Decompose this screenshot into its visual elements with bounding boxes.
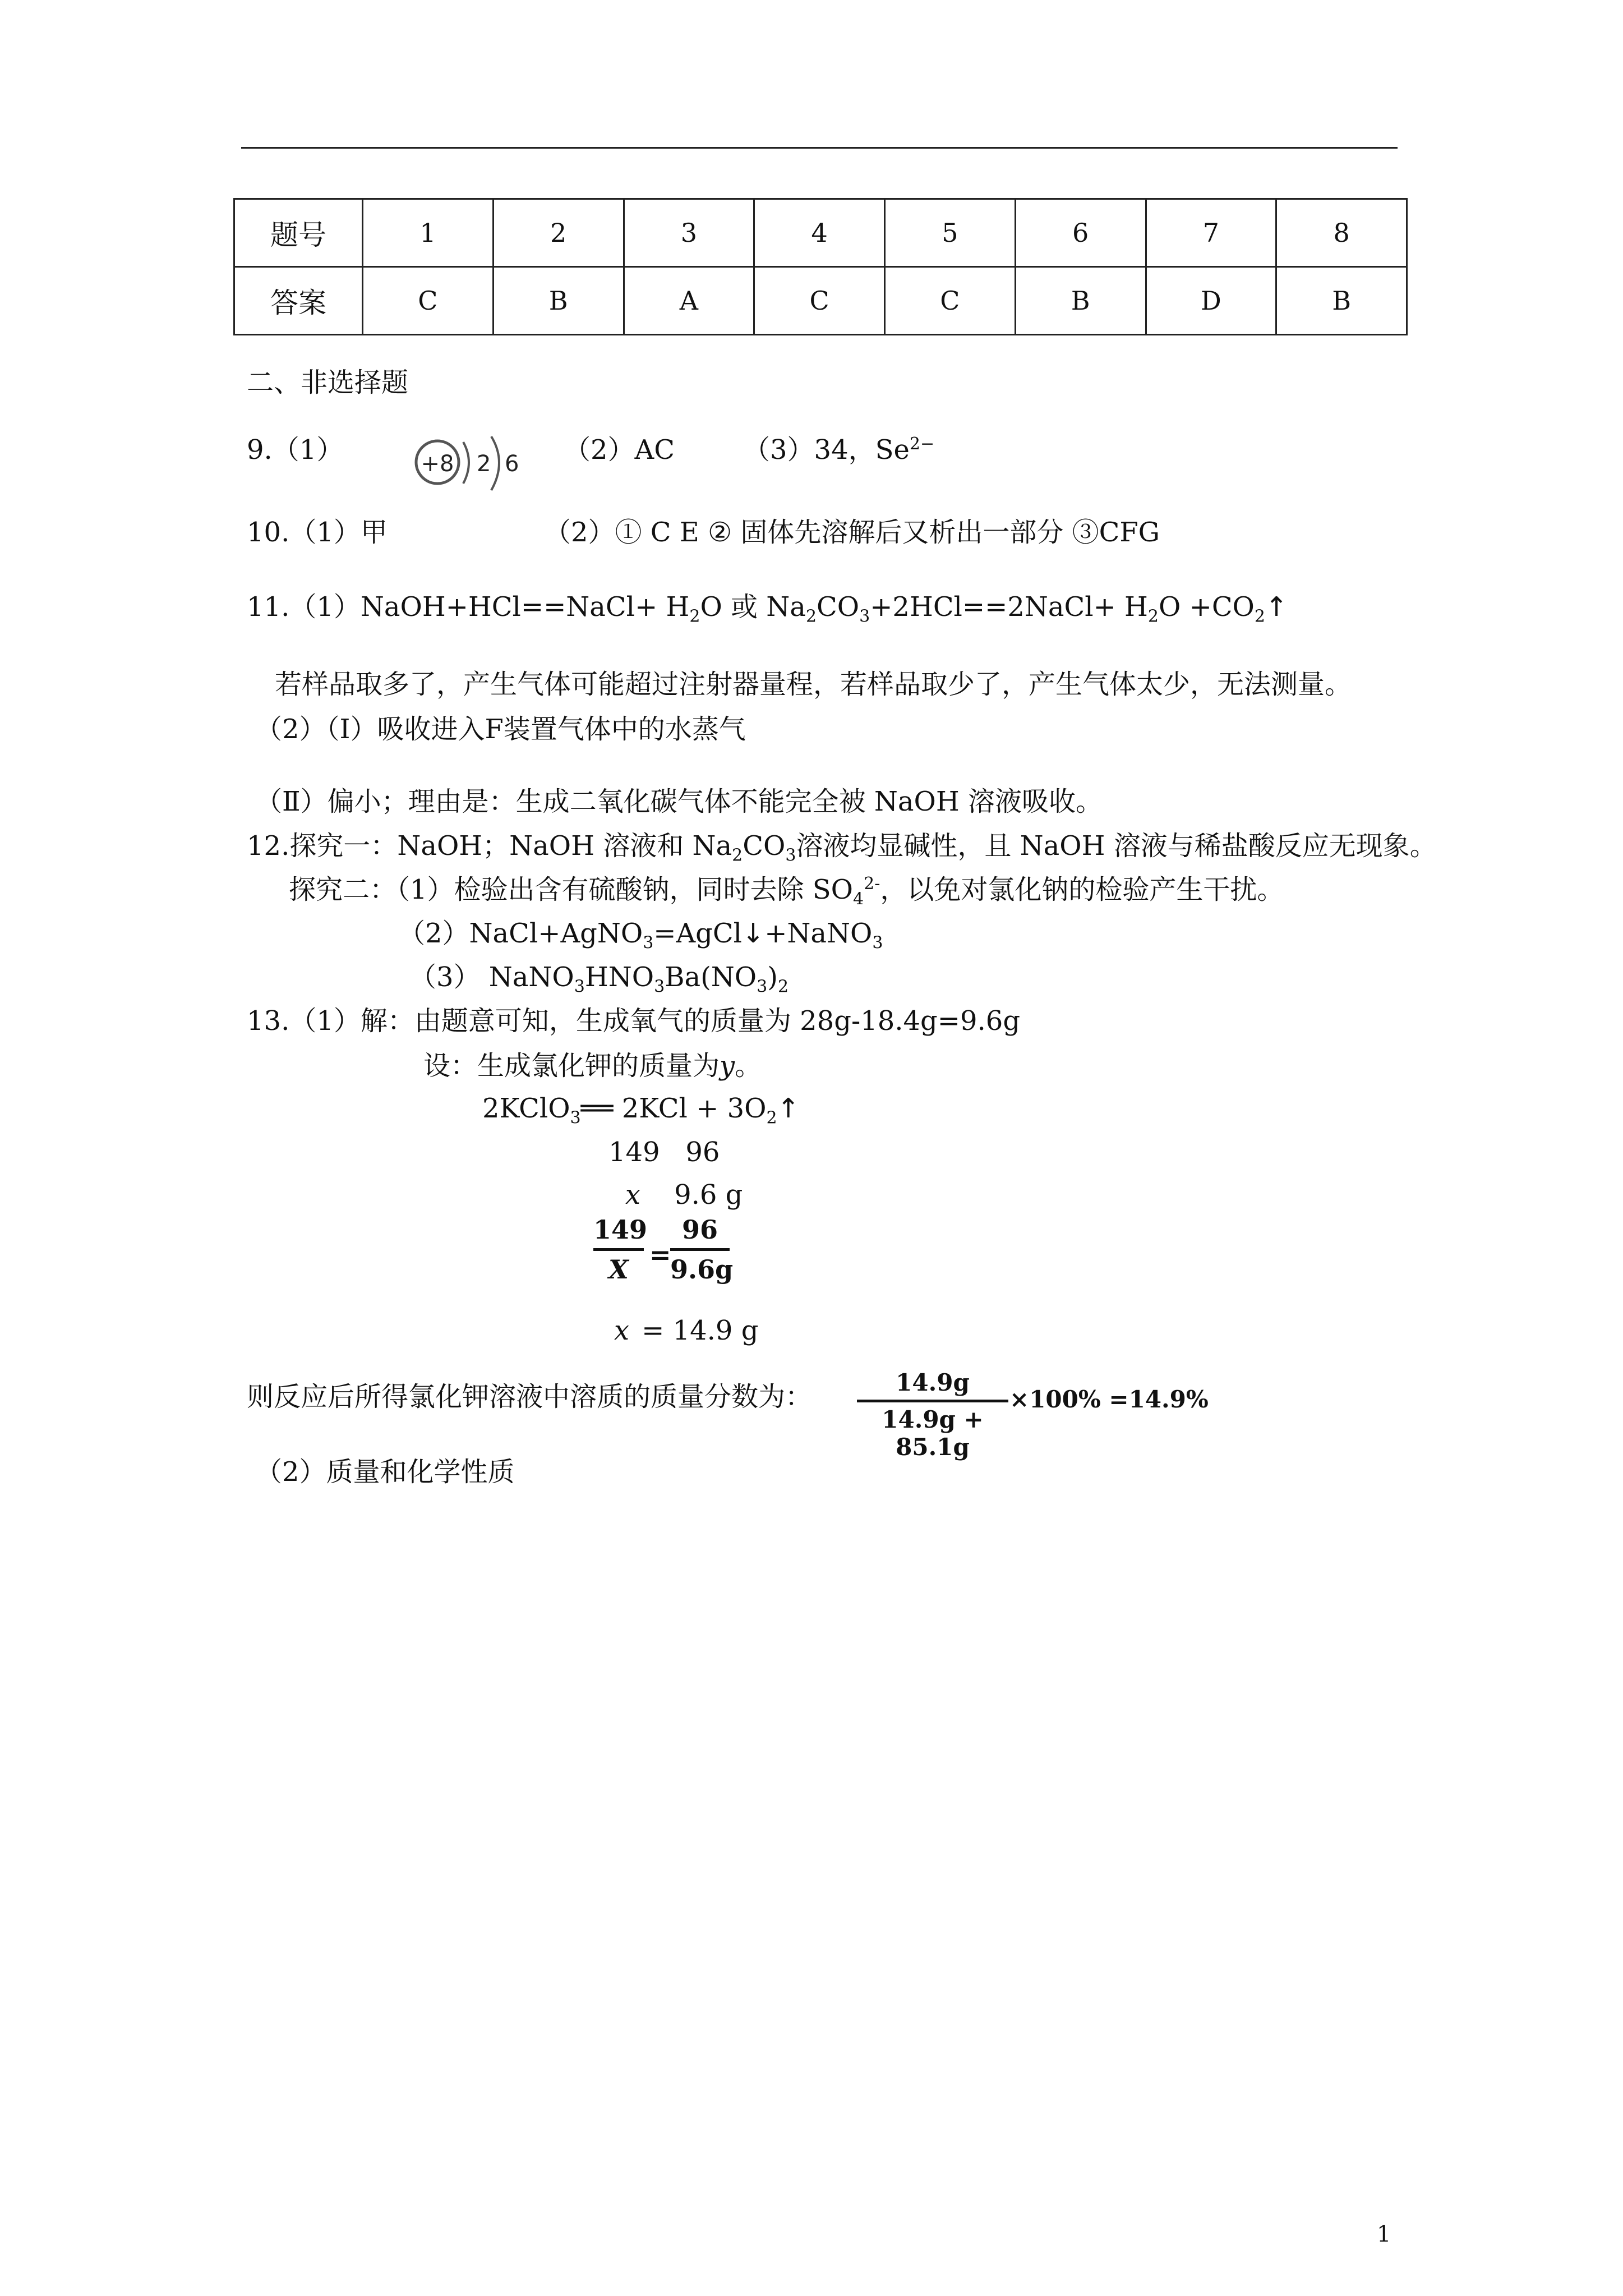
table-cell: 7	[1146, 199, 1276, 267]
fraction-numerator: 149	[593, 1214, 648, 1245]
subscript: 3	[654, 977, 665, 997]
q10-label: 10.（1）甲	[247, 517, 388, 548]
header-rule	[241, 147, 1398, 149]
page-number: 1	[1377, 2221, 1391, 2247]
q12-text-c: +NaNO	[764, 918, 873, 949]
subscript: 2	[777, 977, 789, 997]
q9-part3	[743, 434, 935, 466]
table-cell: 5	[885, 199, 1016, 267]
fraction-numerator: 96	[681, 1214, 718, 1245]
subscript: 3	[757, 977, 768, 997]
q12-text-b: ，以免对氯化钠的检验产生干扰。	[880, 874, 1284, 905]
subscript: 2	[766, 1108, 777, 1128]
q11-text-c: CO	[817, 591, 860, 623]
q9-part3-text: （3）34，Se	[743, 434, 910, 466]
table-cell: 4	[754, 199, 885, 267]
table-cell: 1	[363, 199, 494, 267]
fraction-mass-percentage	[857, 1369, 1008, 1461]
q12-line4	[409, 961, 789, 997]
table-cell: 3	[624, 199, 754, 267]
oxygen-mass: 9.6 g	[674, 1179, 743, 1211]
reaction-equation	[482, 1093, 800, 1128]
q12-text-b: CO	[743, 830, 786, 862]
fraction-bar	[593, 1248, 644, 1251]
q12-text-a: （2）NaCl+AgNO	[398, 918, 643, 949]
subscript: 3	[859, 606, 870, 627]
shell2-electrons: 6	[505, 451, 519, 477]
q12-text-a: 探究二：（1）检验出含有硫酸钠，同时去除 SO	[289, 874, 854, 905]
arrow-up-icon: ↑	[777, 1093, 800, 1124]
fraction-149-x	[593, 1214, 648, 1285]
electron-shell-2	[491, 436, 499, 490]
mass-fraction-label: 则反应后所得氯化钾溶液中溶质的质量分数为：	[247, 1381, 813, 1412]
q11-text-d: +2HCl==2NaCl+ H	[870, 591, 1148, 623]
electron-shell-1	[463, 442, 469, 484]
fraction-bar	[670, 1248, 730, 1251]
arrow-up-icon: ↑	[1265, 591, 1288, 623]
subscript: 3	[570, 1108, 581, 1128]
table-cell: 答案	[234, 267, 363, 335]
fraction-96-9.6g	[670, 1214, 734, 1285]
answer-table	[233, 198, 1408, 335]
q12-line2	[289, 874, 1284, 909]
subscript: 3	[643, 933, 654, 953]
q11-line4: （Ⅱ）偏小；理由是：生成二氧化碳气体不能完全被 NaOH 溶液吸收。	[255, 786, 1103, 817]
q12-text-c: 溶液均显碱性，且 NaOH 溶液与稀盐酸反应无现象。	[796, 830, 1437, 862]
q11-line3: （2）（Ⅰ）吸收进入F装置气体中的水蒸气	[255, 714, 746, 745]
q11-text-e: O +CO	[1159, 591, 1255, 623]
result-row	[614, 1317, 758, 1344]
section-title: 二、非选择题	[247, 367, 409, 398]
q12-text-c: Ba(NO	[665, 961, 757, 993]
q13-text-b: 。	[735, 1050, 762, 1082]
arrow-down-icon: ↓	[741, 918, 765, 949]
equals-sign: =	[649, 1240, 671, 1270]
q13-line1: 13.（1）解：由题意可知，生成氧气的质量为 28g-18.4g=9.6g	[247, 1005, 1021, 1037]
subscript: 3	[872, 933, 883, 953]
q12-line1	[247, 830, 1437, 866]
q9-part3-sup: 2−	[909, 434, 935, 454]
q13-line2	[423, 1050, 762, 1082]
q12-text-d: )	[767, 961, 778, 993]
subscript: 2	[805, 606, 817, 627]
subscript: 2	[732, 845, 743, 866]
variable-x: x	[614, 1315, 630, 1346]
subscript: 2	[689, 606, 700, 627]
subscript: 2	[1254, 606, 1265, 627]
table-cell: 题号	[234, 199, 363, 267]
table-row	[234, 267, 1407, 335]
table-cell: D	[1146, 267, 1276, 335]
table-cell: C	[885, 267, 1016, 335]
table-cell: 6	[1015, 199, 1146, 267]
q12-text-a: （3） NaNO	[409, 961, 574, 993]
table-cell: C	[754, 267, 885, 335]
subscript: 3	[785, 845, 796, 866]
q12-text-b: =AgCl	[653, 918, 742, 949]
fraction-numerator: 14.9g	[896, 1369, 970, 1396]
q13-text-a: 设：生成氯化钾的质量为	[423, 1050, 720, 1082]
shell1-electrons: 2	[477, 451, 491, 477]
q11-line2: 若样品取多了，产生气体可能超过注射器量程，若样品取少了，产生气体太少，无法测量。	[275, 669, 1352, 700]
result-value: = 14.9 g	[642, 1315, 759, 1346]
table-cell: 2	[493, 199, 624, 267]
variable-x: x	[625, 1179, 641, 1211]
subscript: 2	[1147, 606, 1159, 627]
subscript: 3	[574, 977, 585, 997]
table-cell: B	[1276, 267, 1407, 335]
q11-text-a: 11.（1）NaOH+HCl==NaCl+ H	[247, 591, 690, 623]
superscript: 2-	[864, 874, 880, 894]
q12-text-b: HNO	[584, 961, 654, 993]
variable-y: y	[720, 1050, 735, 1082]
fraction-denominator: X	[608, 1254, 629, 1285]
q12-text-a: 12.探究一：NaOH；NaOH 溶液和 Na	[247, 830, 732, 862]
variables-row	[625, 1179, 743, 1211]
table-cell: B	[1015, 267, 1146, 335]
table-cell: C	[363, 267, 494, 335]
fraction-denominator: 9.6g	[670, 1254, 734, 1285]
mass-fraction-result: ×100% =14.9%	[1009, 1386, 1209, 1413]
table-cell: A	[624, 267, 754, 335]
q12-line3	[398, 918, 883, 953]
atom-structure-diagram	[408, 432, 532, 505]
table-cell: 8	[1276, 199, 1407, 267]
q11-text-b: O 或 Na	[700, 591, 806, 623]
fraction-bar	[857, 1400, 1008, 1402]
table-cell: B	[493, 267, 624, 335]
molar-masses: 149 96	[608, 1137, 720, 1168]
q10-part2: （2）① C E ② 固体先溶解后又析出一部分 ③CFG	[544, 517, 1160, 548]
table-row	[234, 199, 1407, 267]
equation-text-a: 2KClO	[482, 1093, 570, 1124]
q13-line-last: （2）质量和化学性质	[255, 1456, 515, 1488]
q9-part2: （2）AC	[564, 434, 675, 466]
fraction-denominator: 14.9g + 85.1g	[882, 1406, 984, 1461]
equation-text-b: ══ 2KCl + 3O	[580, 1093, 767, 1124]
nucleus-charge: +8	[421, 451, 454, 477]
q11-line1	[247, 591, 1288, 627]
q9-label: 9.（1）	[247, 434, 344, 466]
subscript: 4	[853, 889, 864, 909]
